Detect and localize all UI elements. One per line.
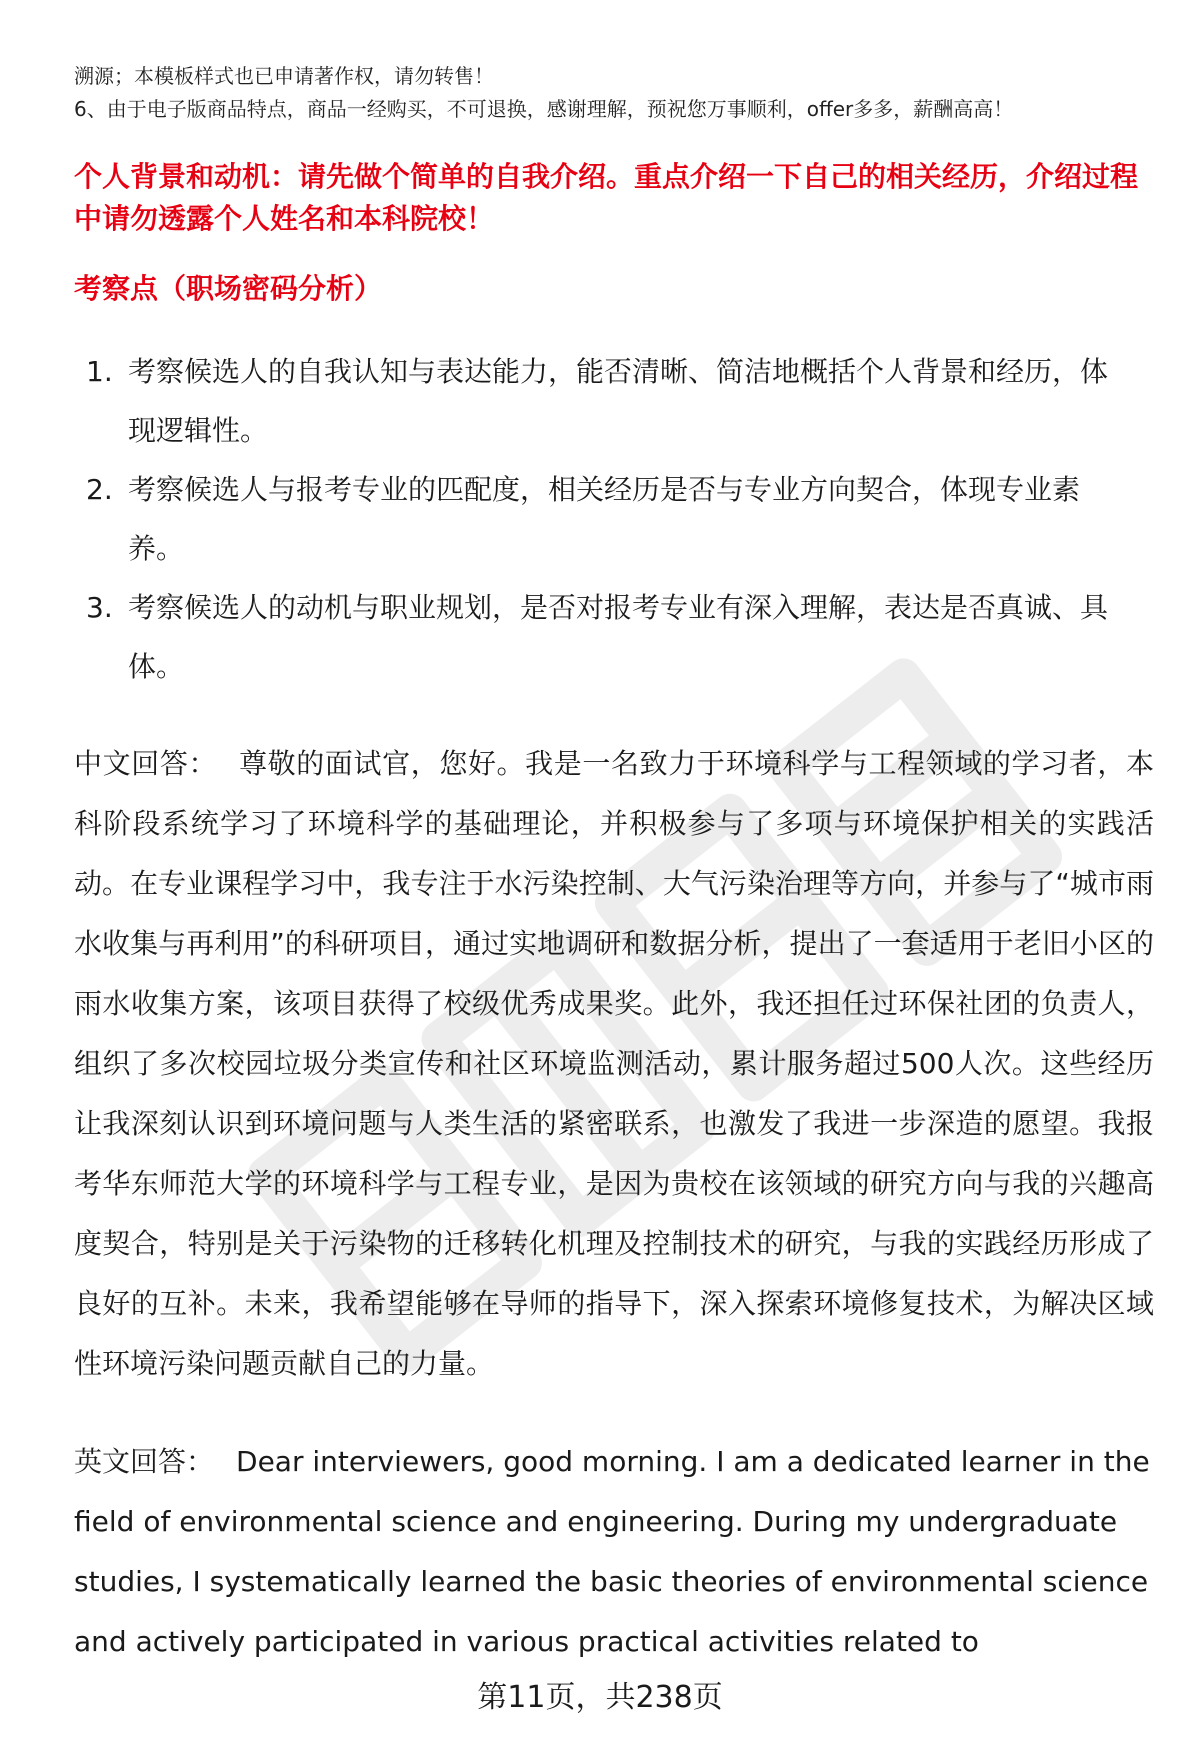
notice-line-2: 6、由于电子版商品特点，商品一经购买，不可退换，感谢理解，预祝您万事顺利，offer多多，薪酬高高！ [74,97,1014,121]
chinese-answer [74,734,1154,1394]
english-answer [74,1432,1154,1672]
notice-line-1: 溯源；本模板样式也已申请著作权，请勿转售！ [74,64,494,88]
list-number: 2. [86,473,113,506]
list-number: 3. [86,591,113,624]
english-answer-label: 英文回答： [74,1445,215,1478]
list-number: 1. [86,355,113,388]
chinese-answer-label: 中文回答： [74,747,218,780]
list-item [74,342,1128,460]
chinese-answer-text: 尊敬的面试官，您好。我是一名致力于环境科学与工程领域的学习者，本科阶段系统学习了环境科学的基础理论，并积极参与了多项与环境保护相关的实践活动。在专业课程学习中，我专注于水污染控制、大气污染治理等方向，并参与了“城市雨水收集与再利用”的科研项目，通过实地调研和数据分析，提出了一套适用于老旧小区的雨水收集方案，该项目获得了校级优秀成果奖。此外，我还担任过环保社团的负责人，组织了多次校园垃圾分类宣传和社区环境监测活动，累计服务超过500人次。这些经历让我深刻认识到环境问题与人类生活的紧密联系，也激发了我进一步深造的愿望。我报考华东师范大学的环境科学与工程专业，是因为贵校在该领域的研究方向与我的兴趣高度契合，特别是关于污染物的迁移转化机理及控制技术的研究，与我的实践经历形成了良好的互补。未来，我希望能够在导师的指导下，深入探索环境修复技术，为解决区域性环境污染问题贡献自己的力量。 [74,747,1154,1380]
list-item-text: 考察候选人与报考专业的匹配度，相关经历是否与专业方向契合，体现专业素养。 [128,473,1081,565]
assessment-points-title: 考察点（职场密码分析） [74,272,383,305]
english-answer-text: Dear interviewers, good morning. I am a dedicated learner in the field of environmental science and engineering. During my undergraduate studies, I systematically learned the basic theories of environmental science and actively participated in various practical activities related to [74,1445,1150,1658]
document-page [74,60,1154,1672]
list-item [74,460,1128,578]
page-number: 第11页，共238页 [477,1680,723,1715]
list-item-text: 考察候选人的动机与职业规划，是否对报考专业有深入理解，表达是否真诚、具体。 [128,591,1109,683]
assessment-points-list [74,342,1154,696]
list-item [74,578,1128,696]
question-title: 个人背景和动机：请先做个简单的自我介绍。重点介绍一下自己的相关经历，介绍过程中请勿透露个人姓名和本科院校！ [74,160,1139,235]
list-item-text: 考察候选人的自我认知与表达能力，能否清晰、简洁地概括个人背景和经历，体现逻辑性。 [128,355,1109,447]
